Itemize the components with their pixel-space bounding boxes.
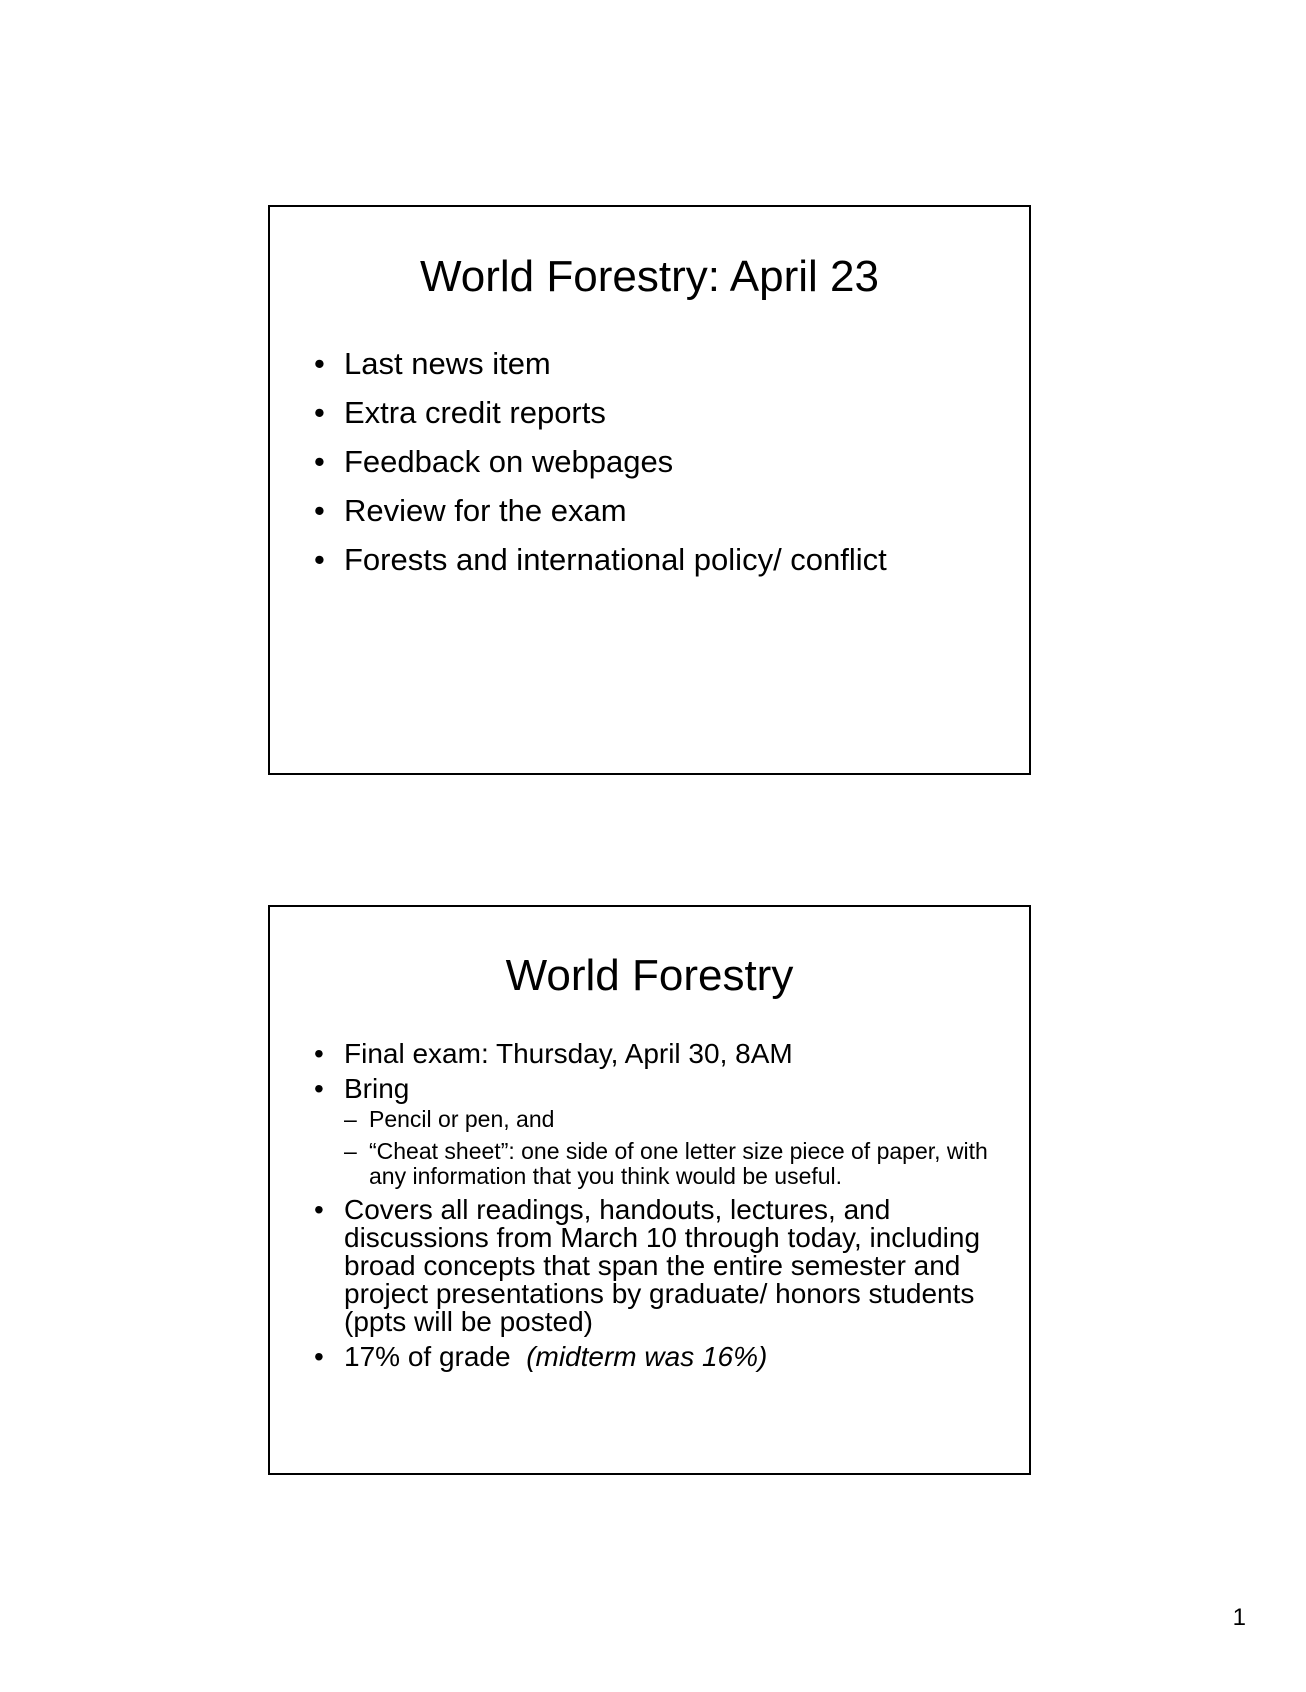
bullet-icon: • [314,1194,324,1225]
slide-2 [268,905,1031,1475]
dash-icon: – [344,1138,357,1164]
bullet-text: Review for the exam [344,493,627,528]
bullet-icon: • [314,493,325,528]
bullet-text: 17% of grade [344,1341,511,1372]
bullet-icon: • [314,395,325,430]
bullet-icon: • [314,1073,324,1104]
slide-2-bullet-list [314,1040,999,1378]
bullet-item [314,1196,999,1336]
slide-1-bullet-list [314,347,999,592]
bullet-text: Last news item [344,346,551,381]
bullet-icon: • [314,1038,324,1069]
page-number: 1 [1232,1604,1246,1631]
bullet-text: Feedback on webpages [344,444,674,479]
bullet-text: Forests and international policy/ conflict [344,542,887,577]
bullet-italic-note: (midterm was 16%) [526,1341,768,1372]
bullet-item [314,1040,999,1068]
sub-bullet-text: “Cheat sheet”: one side of one letter size piece of paper, with any information that you think would be useful. [369,1138,988,1189]
slide-1 [268,205,1031,775]
bullet-item [314,445,999,479]
sub-bullet-item [344,1107,999,1132]
slide-2-title: World Forestry [505,951,794,1000]
bullet-icon: • [314,542,325,577]
bullet-icon: • [314,346,325,381]
bullet-icon: • [314,444,325,479]
bullet-text: Bring [344,1073,410,1104]
bullet-text: Final exam: Thursday, April 30, 8AM [344,1038,793,1069]
sub-bullet-item [344,1139,999,1189]
bullet-text: Extra credit reports [344,395,606,430]
bullet-text: Covers all readings, handouts, lectures, and discussions from March 10 through today, including broad concepts that span the entire semester and project presentations by graduate/ honors students (ppts will be posted) [344,1194,981,1337]
bullet-item [314,396,999,430]
bullet-item [314,1343,999,1371]
bullet-item [314,543,999,577]
slide-1-title: World Forestry: April 23 [420,252,879,301]
bullet-icon: • [314,1341,324,1372]
bullet-item [314,1075,999,1189]
bullet-item [314,347,999,381]
bullet-item [314,494,999,528]
sub-bullet-list [344,1107,999,1189]
sub-bullet-text: Pencil or pen, and [369,1106,555,1132]
dash-icon: – [344,1106,357,1132]
